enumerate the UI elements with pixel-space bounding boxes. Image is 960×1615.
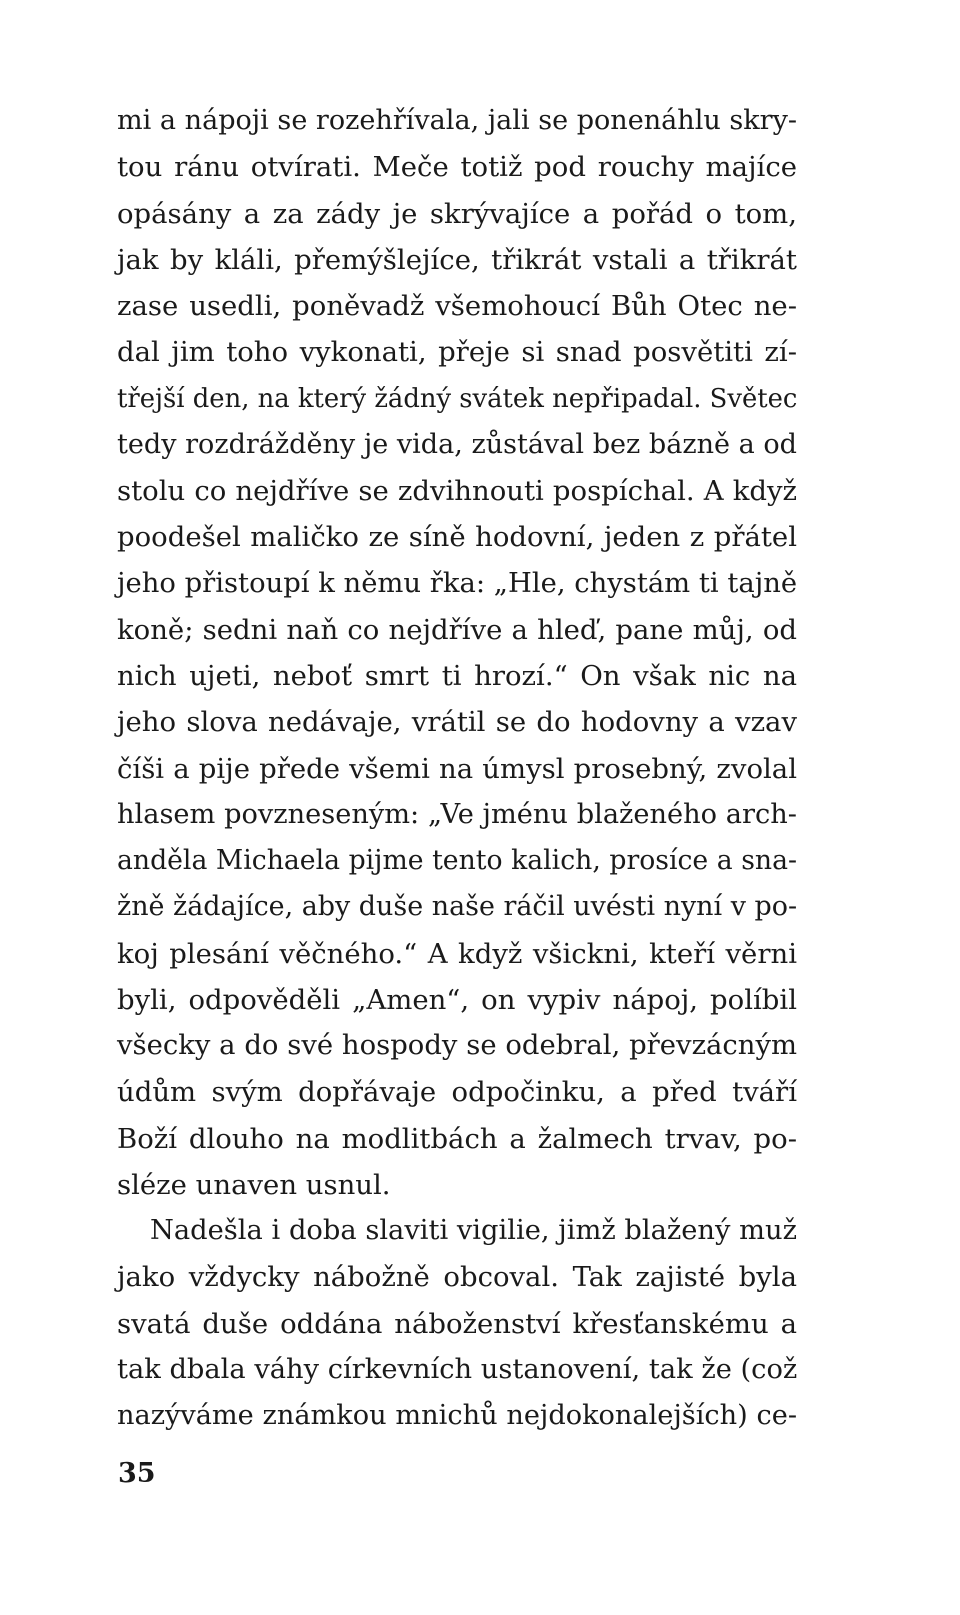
- text-line: koj plesání věčného.“ A když všickni, kteří věrni: [117, 937, 797, 970]
- text-line: Nadešla i doba slaviti vigilie, jimž blažený muž: [150, 1215, 797, 1246]
- text-line: údům svým dopřávaje odpočinku, a před tváří: [117, 1076, 797, 1109]
- text-line: jeho přistoupí k němu řka: „Hle, chystám ti tajně: [117, 567, 798, 599]
- text-line: sléze unaven usnul.: [117, 1168, 391, 1201]
- text-line: jak by kláli, přemýšlejíce, třikrát vstali a třikrát: [117, 243, 797, 276]
- text-line: žně žádajíce, aby duše naše ráčil uvésti nyní v po‐: [117, 891, 798, 923]
- text-line: dal jim toho vykonati, přeje si snad posvětiti zí‐: [117, 336, 797, 369]
- text-line: tak dbala váhy církevních ustanovení, tak že (což: [117, 1353, 798, 1385]
- text-line: koně; sedni naň co nejdříve a hleď, pane můj, od: [117, 613, 797, 646]
- text-line: byli, odpověděli „Amen“, on vypiv nápoj, políbil: [117, 983, 797, 1016]
- text-line: hlasem povzneseným: „Ve jménu blaženého arch‐: [117, 798, 797, 830]
- text-line: zase usedli, poněvadž všemohoucí Bůh Otec ne‐: [117, 290, 797, 322]
- text-line: mi a nápoji se rozehřívala, jali se ponenáhlu skry‐: [117, 105, 797, 136]
- text-line: tou ránu otvírati. Meče totiž pod rouchy majíce: [117, 151, 797, 184]
- text-line: všecky a do své hospody se odebral, převzácným: [117, 1030, 797, 1061]
- text-line: poodešel maličko ze síně hodovní, jeden z přátel: [117, 521, 797, 554]
- text-line: tedy rozdrážděny je vida, zůstával bez bázně a od: [117, 428, 797, 460]
- paragraph-2: [117, 1208, 797, 1439]
- text-line: číši a pije přede všemi na úmysl prosebný, zvolal: [117, 752, 797, 785]
- text-line: anděla Michaela pijme tento kalich, prosíce a sna‐: [117, 845, 797, 876]
- text-line: Boží dlouho na modlitbách a žalmech trvav, po‐: [117, 1122, 797, 1155]
- text-line: svatá duše oddána náboženství křesťanskému a: [117, 1307, 797, 1340]
- body-text: [117, 98, 797, 1439]
- text-line: stolu co nejdříve se zdvihnouti pospíchal. A když: [117, 475, 797, 507]
- page-number: 35: [118, 1458, 156, 1489]
- text-line: jeho slova nedávaje, vrátil se do hodovny a vzav: [117, 706, 797, 739]
- text-line: opásány a za zády je skrývajíce a pořád o tom,: [117, 197, 797, 230]
- paragraph-1: [117, 98, 797, 1208]
- text-line: nich ujeti, neboť smrt ti hrozí.“ On však nic na: [117, 660, 797, 692]
- text-line: nazýváme známkou mnichů nejdokonalejších) ce‐: [117, 1400, 797, 1431]
- text-line: jako vždycky nábožně obcoval. Tak zajisté byla: [117, 1261, 797, 1294]
- text-line: třejší den, na který žádný svátek nepřipadal. Světec: [117, 383, 798, 414]
